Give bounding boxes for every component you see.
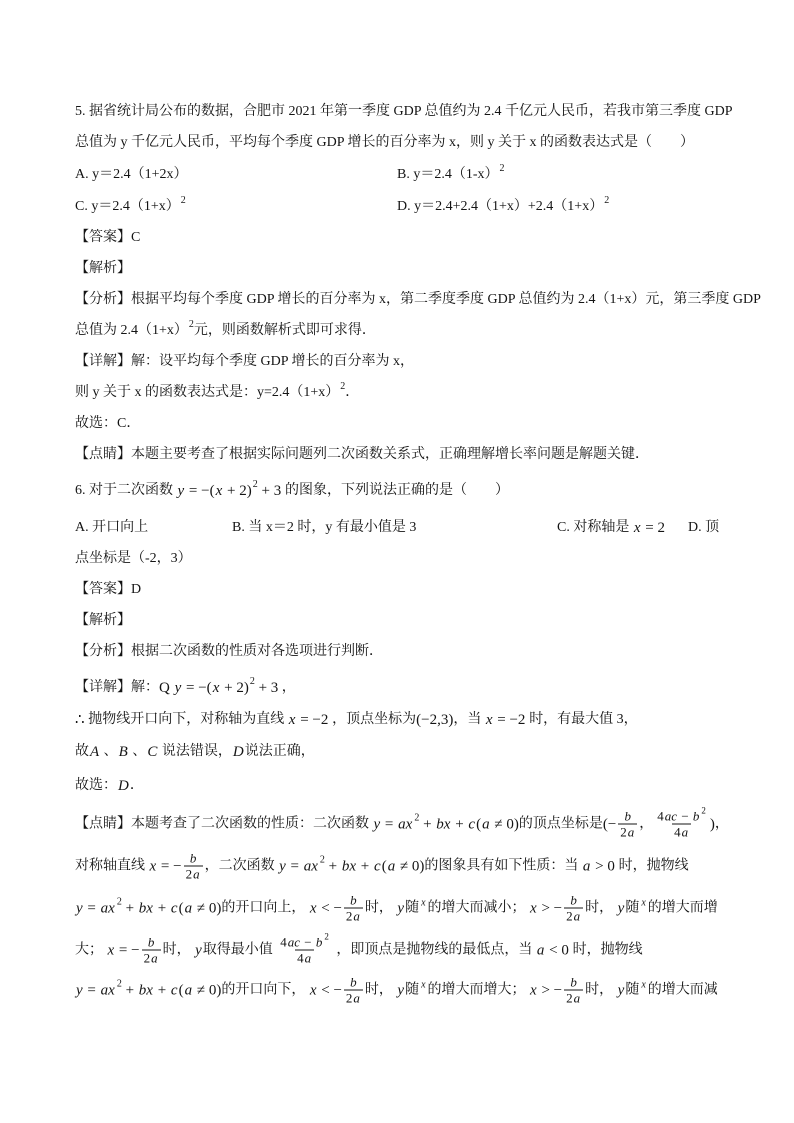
math-variable: y: [397, 900, 405, 916]
math-symbols: +: [451, 816, 468, 832]
text-run: 随: [625, 900, 640, 915]
text-run: 随: [405, 900, 420, 915]
math-symbols: + 2): [220, 680, 249, 696]
fraction-denominator: [295, 950, 314, 966]
math-symbols: 2: [620, 824, 627, 840]
math-variable: x: [530, 900, 537, 916]
superscript: 2: [414, 812, 420, 823]
math-variable: x: [309, 900, 317, 916]
math-symbols: = 2: [641, 520, 665, 536]
text-run: 时，: [162, 942, 195, 957]
text-run: 5. 据省统计局公布的数据，合肥市 2021 年第一季度 GDP 总值约为 2.4 千亿元人民币，若我市第三季度 GDP: [75, 104, 733, 119]
fraction-numerator: [567, 893, 580, 908]
text-run: 的图象具有如下性质：当: [424, 858, 582, 873]
text-run: A. y＝2.4（1+2x）: [75, 167, 188, 182]
fraction-denominator: [344, 908, 363, 924]
text-run: 的增大而增大；: [427, 982, 530, 997]
q5-fenxi-line-2: [75, 321, 376, 341]
math-symbols: =: [83, 900, 100, 916]
q5-option-b: [397, 165, 505, 185]
q6-dianjing-line-2: [75, 851, 689, 882]
text-run: 随: [625, 982, 640, 997]
math-symbols: 2: [143, 950, 151, 966]
q5-xiangjie-line-1: [75, 352, 414, 372]
math-symbols: ∴: [75, 712, 89, 728]
q6-xiangjie-line-3: [75, 742, 315, 762]
math-variable: x: [485, 712, 493, 728]
superscript: 2: [252, 479, 258, 490]
text-run: 说法正确，: [244, 744, 315, 759]
math-symbols: = −2: [493, 712, 530, 728]
fraction-denominator: [618, 824, 637, 840]
q6-stem: [75, 481, 509, 501]
text-run: ，顶点坐标为: [332, 712, 417, 727]
superscript: 2: [340, 381, 346, 392]
text-run: 【点睛】本题考查了二次函数的性质：二次函数: [75, 816, 373, 831]
math-symbols: ≠ 0): [193, 900, 222, 916]
fraction: [655, 805, 708, 840]
q6-dianjing-line-3: [75, 893, 718, 924]
math-variable: c: [170, 982, 178, 998]
math-variable: a: [387, 858, 396, 874]
text-run: 总值为 y 千亿元人民币，平均每个季度 GDP 增长的百分率为 x，则 y 关于 x 的函数表达式是（ ）: [75, 135, 694, 150]
math-variable: y: [373, 816, 381, 832]
math-symbols: =: [381, 816, 398, 832]
math-symbols: Q: [159, 680, 174, 696]
math-variable: ac: [664, 808, 678, 824]
q6-option-c: [557, 518, 665, 538]
superscript: 2: [319, 854, 325, 865]
text-run: 的增大而减小；: [427, 900, 530, 915]
text-run: 时，: [585, 982, 617, 997]
q6-fenxi: [75, 642, 383, 662]
fraction-numerator: [347, 893, 360, 908]
superscript: 2: [324, 931, 329, 942]
math-symbols: < −: [317, 900, 342, 916]
math-variable: y: [279, 858, 286, 874]
fraction: [344, 893, 363, 924]
math-variable: x: [633, 520, 641, 536]
text-run: 【答案】C: [75, 230, 141, 245]
q6-option-d-continued: [75, 549, 192, 569]
fraction: [344, 975, 363, 1006]
q6-jiexi-heading: [75, 611, 131, 631]
math-symbols: (−2,3): [416, 712, 454, 728]
math-symbols: + 3: [254, 680, 279, 696]
fraction-numerator: [622, 809, 635, 824]
text-run: 【解析】: [75, 261, 131, 276]
math-symbols: +: [357, 858, 374, 874]
math-variable: ax: [398, 816, 413, 832]
text-run: A. 开口向上: [75, 520, 149, 535]
q6-dianjing-line-1: [75, 805, 729, 840]
math-symbols: > −: [537, 982, 563, 998]
math-variable: D: [232, 744, 244, 760]
text-run: 故选：: [75, 778, 117, 793]
small-math-variable: x: [641, 979, 646, 990]
text-run: D. 顶: [688, 520, 720, 535]
math-symbols: ): [709, 816, 715, 832]
text-run: 6. 对于二次函数: [75, 483, 177, 498]
q6-answer: [75, 580, 141, 600]
math-variable: a: [184, 900, 193, 916]
fraction-denominator: [142, 950, 161, 966]
q6-option-a: [75, 518, 148, 538]
q5-xiangjie-line-3: [75, 414, 140, 434]
math-variable: x: [215, 483, 223, 499]
text-run: 抛物线开口向下，对称轴为直线: [88, 712, 288, 727]
fraction-denominator: [344, 990, 363, 1006]
math-variable: x: [530, 982, 537, 998]
math-variable: ax: [100, 982, 115, 998]
text-run: ．: [345, 385, 360, 400]
text-run: ，: [639, 816, 654, 831]
text-run: 取得最小值: [202, 942, 277, 957]
fraction-denominator: [672, 824, 691, 840]
text-run: B. 当 x＝2 时，y 有最小值是 3: [232, 520, 417, 535]
superscript: 2: [188, 319, 194, 330]
math-symbols: (: [178, 982, 184, 998]
text-run: C. y＝2.4（1+x）: [75, 199, 180, 214]
math-variable: a: [573, 908, 581, 924]
small-math-variable: x: [421, 897, 426, 908]
fraction-numerator: [655, 805, 708, 824]
q5-stem-line-2: [75, 133, 694, 153]
math-symbols: 4: [674, 824, 681, 840]
math-variable: a: [681, 824, 689, 840]
q6-option-d: [688, 518, 719, 538]
math-symbols: = −: [115, 942, 140, 958]
math-variable: x: [149, 858, 157, 874]
math-symbols: (: [381, 858, 387, 874]
text-run: ，: [278, 680, 296, 695]
q5-answer: [75, 228, 140, 248]
math-symbols: 2: [345, 990, 353, 1006]
math-variable: A: [90, 744, 100, 760]
math-variable: b: [350, 892, 357, 908]
math-variable: a: [184, 982, 193, 998]
math-variable: bx: [138, 900, 153, 916]
text-run: D. y＝2.4+2.4（1+x）+2.4（1+x）: [397, 199, 604, 214]
text-run: 【分析】根据平均每个季度 GDP 增长的百分率为 x，第二季度季度 GDP 总值约为 2.4（1+x）元，第三季度 GDP: [75, 292, 761, 307]
text-run: 点坐标是（-2，3）: [75, 551, 192, 566]
math-variable: b: [624, 808, 632, 824]
superscript: 2: [604, 195, 610, 206]
math-symbols: (−: [602, 816, 617, 832]
math-symbols: +: [153, 982, 170, 998]
text-run: 的开口向下，: [221, 982, 309, 997]
math-symbols: 2: [185, 866, 193, 882]
text-run: 则 y 关于 x 的函数表达式是：y=2.4（1+x）: [75, 385, 340, 400]
text-run: 【详解】解：: [75, 680, 159, 695]
math-symbols: +: [419, 816, 436, 832]
math-symbols: 2: [566, 908, 573, 924]
math-variable: c: [170, 900, 178, 916]
math-variable: a: [151, 950, 158, 966]
text-run: 的增大而减: [647, 982, 718, 997]
q5-jiexi-heading: [75, 259, 131, 279]
math-variable: a: [573, 990, 581, 1006]
math-symbols: = −2: [296, 712, 333, 728]
text-run: 的开口向上，: [221, 900, 309, 915]
math-variable: b: [189, 850, 197, 866]
math-symbols: ≠ 0): [396, 858, 425, 874]
math-symbols: 4: [280, 934, 287, 950]
fraction: [564, 893, 583, 924]
text-run: 时，: [585, 900, 617, 915]
text-run: 【分析】根据二次函数的性质对各选项进行判断．: [75, 644, 383, 659]
text-run: 时，: [364, 900, 397, 915]
q6-xiangjie-line-4: [75, 776, 144, 796]
math-symbols: 2: [566, 990, 573, 1006]
superscript: 2: [180, 195, 186, 206]
math-variable: b: [692, 808, 700, 824]
q5-xiangjie-line-2: [75, 383, 359, 403]
text-run: 元，则函数解析式即可求得．: [193, 323, 376, 338]
q5-stem-line-1: [75, 102, 733, 122]
math-symbols: +: [121, 982, 138, 998]
math-variable: ac: [287, 934, 301, 950]
superscript: 2: [116, 978, 122, 989]
math-variable: b: [570, 974, 577, 990]
math-symbols: +: [324, 858, 341, 874]
fraction-numerator: [278, 931, 331, 950]
superscript: 2: [701, 805, 706, 816]
text-run: 对称轴直线: [75, 858, 149, 873]
math-symbols: < −: [317, 982, 342, 998]
text-run: ，即顶点是抛物线的最低点，当: [332, 942, 536, 957]
math-symbols: + 3: [257, 483, 285, 499]
math-variable: y: [617, 982, 625, 998]
math-variable: c: [468, 816, 476, 832]
q5-option-c: [75, 197, 186, 217]
superscript: 2: [249, 676, 255, 687]
math-symbols: > −: [537, 900, 563, 916]
math-variable: x: [107, 942, 115, 958]
math-variable: b: [570, 892, 577, 908]
q5-fenxi-line-1: [75, 290, 761, 310]
math-variable: a: [536, 942, 545, 958]
fraction-denominator: [564, 908, 583, 924]
math-variable: y: [397, 982, 405, 998]
text-run: 总值为 2.4（1+x）: [75, 323, 188, 338]
text-run: 、: [128, 744, 147, 759]
q6-dianjing-line-5: [75, 975, 718, 1006]
math-variable: b: [350, 974, 357, 990]
text-run: 故选：C．: [75, 416, 141, 431]
text-run: ，: [714, 816, 729, 831]
math-variable: a: [193, 866, 200, 882]
math-symbols: =: [286, 858, 303, 874]
text-run: B. y＝2.4（1-x）: [397, 167, 499, 182]
math-symbols: = −(: [185, 483, 215, 499]
math-symbols: < 0: [545, 942, 573, 958]
math-variable: a: [582, 858, 591, 874]
fraction: [184, 851, 203, 882]
math-variable: bx: [341, 858, 357, 874]
text-run: 随: [405, 982, 420, 997]
small-math-variable: x: [641, 897, 646, 908]
math-variable: c: [374, 858, 381, 874]
fraction: [618, 809, 637, 840]
math-variable: a: [353, 908, 360, 924]
text-run: 、: [100, 744, 118, 759]
fraction-numerator: [567, 975, 580, 990]
math-symbols: = −: [157, 858, 182, 874]
q6-xiangjie-line-2: [75, 710, 638, 730]
text-run: 时，有最大值 3，: [529, 712, 638, 727]
q6-dianjing-line-4: [75, 931, 643, 966]
text-run: 【详解】解：设平均每个季度 GDP 增长的百分率为 x，: [75, 354, 414, 369]
math-variable: x: [212, 680, 220, 696]
math-symbols: −: [678, 808, 692, 824]
text-run: 的增大而增: [647, 900, 718, 915]
math-variable: y: [617, 900, 625, 916]
math-symbols: ≠ 0): [193, 982, 222, 998]
text-run: 的图象，下列说法正确的是（ ）: [284, 483, 509, 498]
text-run: 时，抛物线: [618, 858, 689, 873]
superscript: 2: [499, 163, 505, 174]
math-variable: D: [118, 778, 129, 794]
q6-option-b: [232, 518, 416, 538]
fraction-denominator: [564, 990, 583, 1006]
q6-xiangjie-line-1: [75, 678, 296, 698]
text-run: 的顶点坐标是: [518, 816, 603, 831]
q5-dianjing: [75, 445, 649, 465]
text-run: ，当: [453, 712, 485, 727]
math-symbols: +: [153, 900, 170, 916]
math-variable: x: [288, 712, 296, 728]
math-variable: y: [76, 900, 83, 916]
fraction: [564, 975, 583, 1006]
text-run: 时，抛物线: [572, 942, 643, 957]
fraction-denominator: [184, 866, 203, 882]
text-run: 说法错误，: [158, 744, 232, 759]
math-variable: bx: [436, 816, 451, 832]
text-run: 【解析】: [75, 613, 131, 628]
math-variable: C: [147, 744, 158, 760]
math-variable: ax: [303, 858, 318, 874]
math-symbols: ≠ 0): [490, 816, 519, 832]
math-variable: a: [482, 816, 490, 832]
text-run: 大；: [75, 942, 107, 957]
math-variable: B: [118, 744, 128, 760]
math-symbols: 2: [345, 908, 353, 924]
math-variable: b: [147, 934, 155, 950]
math-variable: a: [353, 990, 360, 1006]
math-symbols: + 2): [223, 483, 252, 499]
math-symbols: =: [83, 982, 100, 998]
q5-option-d: [397, 197, 609, 217]
math-variable: y: [174, 680, 182, 696]
text-run: C. 对称轴是: [557, 520, 633, 535]
math-symbols: −: [301, 934, 315, 950]
text-run: 故: [75, 744, 89, 759]
math-variable: a: [304, 950, 312, 966]
math-symbols: = −(: [182, 680, 212, 696]
math-symbols: (: [476, 816, 482, 832]
math-variable: x: [309, 982, 317, 998]
math-variable: y: [177, 483, 185, 499]
math-symbols: 4: [657, 808, 664, 824]
math-variable: b: [315, 934, 323, 950]
math-variable: a: [627, 824, 635, 840]
fraction: [278, 931, 331, 966]
math-symbols: +: [121, 900, 138, 916]
text-run: 时，: [364, 982, 397, 997]
small-math-variable: x: [421, 979, 426, 990]
text-run: ．: [129, 778, 144, 793]
superscript: 2: [116, 896, 122, 907]
math-symbols: 4: [297, 950, 304, 966]
math-symbols: (: [178, 900, 184, 916]
fraction-numerator: [187, 851, 200, 866]
text-run: 【点睛】本题主要考查了根据实际问题列二次函数关系式，正确理解增长率问题是解题关键．: [75, 447, 649, 462]
fraction-numerator: [347, 975, 360, 990]
text-run: ，二次函数: [204, 858, 279, 873]
math-variable: bx: [138, 982, 153, 998]
fraction-numerator: [145, 935, 158, 950]
text-run: 【答案】D: [75, 582, 142, 597]
q5-option-a: [75, 165, 188, 185]
math-variable: ax: [100, 900, 115, 916]
math-variable: y: [76, 982, 83, 998]
math-variable: y: [195, 942, 202, 958]
math-symbols: > 0: [591, 858, 619, 874]
fraction: [142, 935, 161, 966]
